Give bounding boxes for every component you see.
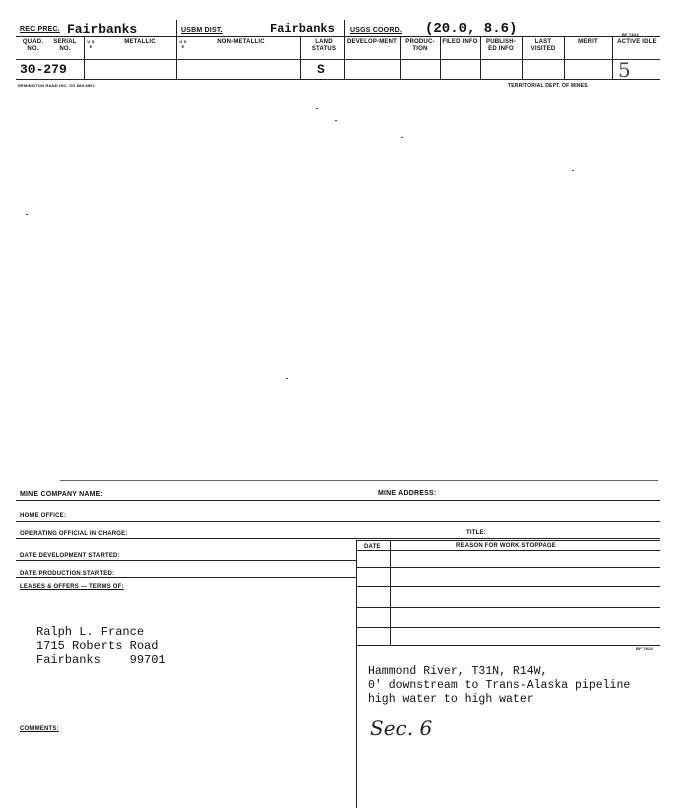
scan-speck (286, 378, 288, 379)
scan-speck (572, 170, 574, 171)
col-published-info: PUBLISH-ED INFO (486, 39, 516, 52)
owner-address (36, 625, 166, 667)
mine-address-label: MINE ADDRESS: (378, 490, 437, 497)
usbm-dist-label: USBM DIST. (181, 27, 223, 34)
col-development: DEVELOP-MENT (346, 39, 398, 45)
comments-label: COMMENTS: (20, 726, 59, 732)
col-last-visited: LAST VISITED (530, 39, 556, 52)
col-metallic: METALLIC (124, 39, 156, 45)
reason-column-label: REASON FOR WORK STOPPAGE (456, 543, 556, 549)
date-development-label: DATE DEVELOPMENT STARTED: (20, 553, 120, 559)
usgs-coord-label: USGS COORD. (350, 27, 402, 34)
scan-speck (401, 137, 403, 138)
usbm-dist-value: Fairbanks (270, 22, 335, 36)
location-description (368, 665, 630, 707)
bottom-form-number: BF 7815 (636, 646, 653, 651)
col-use-metallic: U S E (87, 39, 95, 49)
quad-serial-value: 30-279 (20, 62, 67, 77)
address-line: Fairbanks 99701 (36, 653, 166, 667)
department-label: TERRITORIAL DEPT. OF MINES (508, 83, 588, 89)
land-status-value: S (317, 62, 325, 77)
mine-company-name-label: MINE COMPANY NAME: (20, 491, 104, 498)
bottom-card (0, 470, 678, 808)
rec-prec-label: REC PREC. (20, 26, 60, 33)
printer-line: REMINGTON RAND INC. SO 888 8801 (18, 83, 96, 88)
scan-speck (335, 120, 337, 121)
address-line: Ralph L. France (36, 625, 145, 639)
operating-official-label: OPERATING OFFICIAL IN CHARGE: (20, 531, 128, 537)
scan-speck (316, 108, 318, 109)
rec-prec-value: Fairbanks (67, 22, 138, 37)
title-label: TITLE: (466, 530, 486, 536)
usgs-coord-value: (20.0, 8.6) (425, 21, 518, 37)
location-line: 0' downstream to Trans-Alaska pipeline (368, 679, 631, 692)
merit-mark: 5 (618, 58, 631, 82)
col-land-status: LAND STATUS (311, 39, 337, 52)
address-line: 1715 Roberts Road (36, 639, 159, 653)
col-quad-no: QUAD. NO. (22, 39, 44, 52)
home-office-label: HOME OFFICE: (20, 513, 67, 519)
col-non-metallic: NON-METALLIC (217, 39, 265, 45)
location-line: high water to high water (368, 693, 534, 706)
top-form-number: BF 7814 (622, 32, 639, 37)
col-use-nonmetallic: U S E (179, 39, 187, 49)
scan-speck (26, 214, 28, 215)
date-production-label: DATE PRODUCTION STARTED: (20, 571, 115, 577)
col-filed-info: FILED INFO (442, 39, 478, 45)
leases-offers-label: LEASES & OFFERS — TERMS OF: (20, 584, 124, 590)
col-serial-no: SERIAL NO. (53, 39, 77, 52)
date-column-label: DATE (364, 544, 381, 550)
col-production: PRODUC-TION (405, 39, 435, 52)
col-active-idle: ACTIVE IDLE (617, 39, 657, 45)
location-line: Hammond River, T31N, R14W, (368, 665, 548, 678)
col-merit: MERIT (578, 39, 598, 45)
handwritten-section-note: Sec. 6 (370, 716, 433, 740)
top-card (0, 0, 678, 110)
